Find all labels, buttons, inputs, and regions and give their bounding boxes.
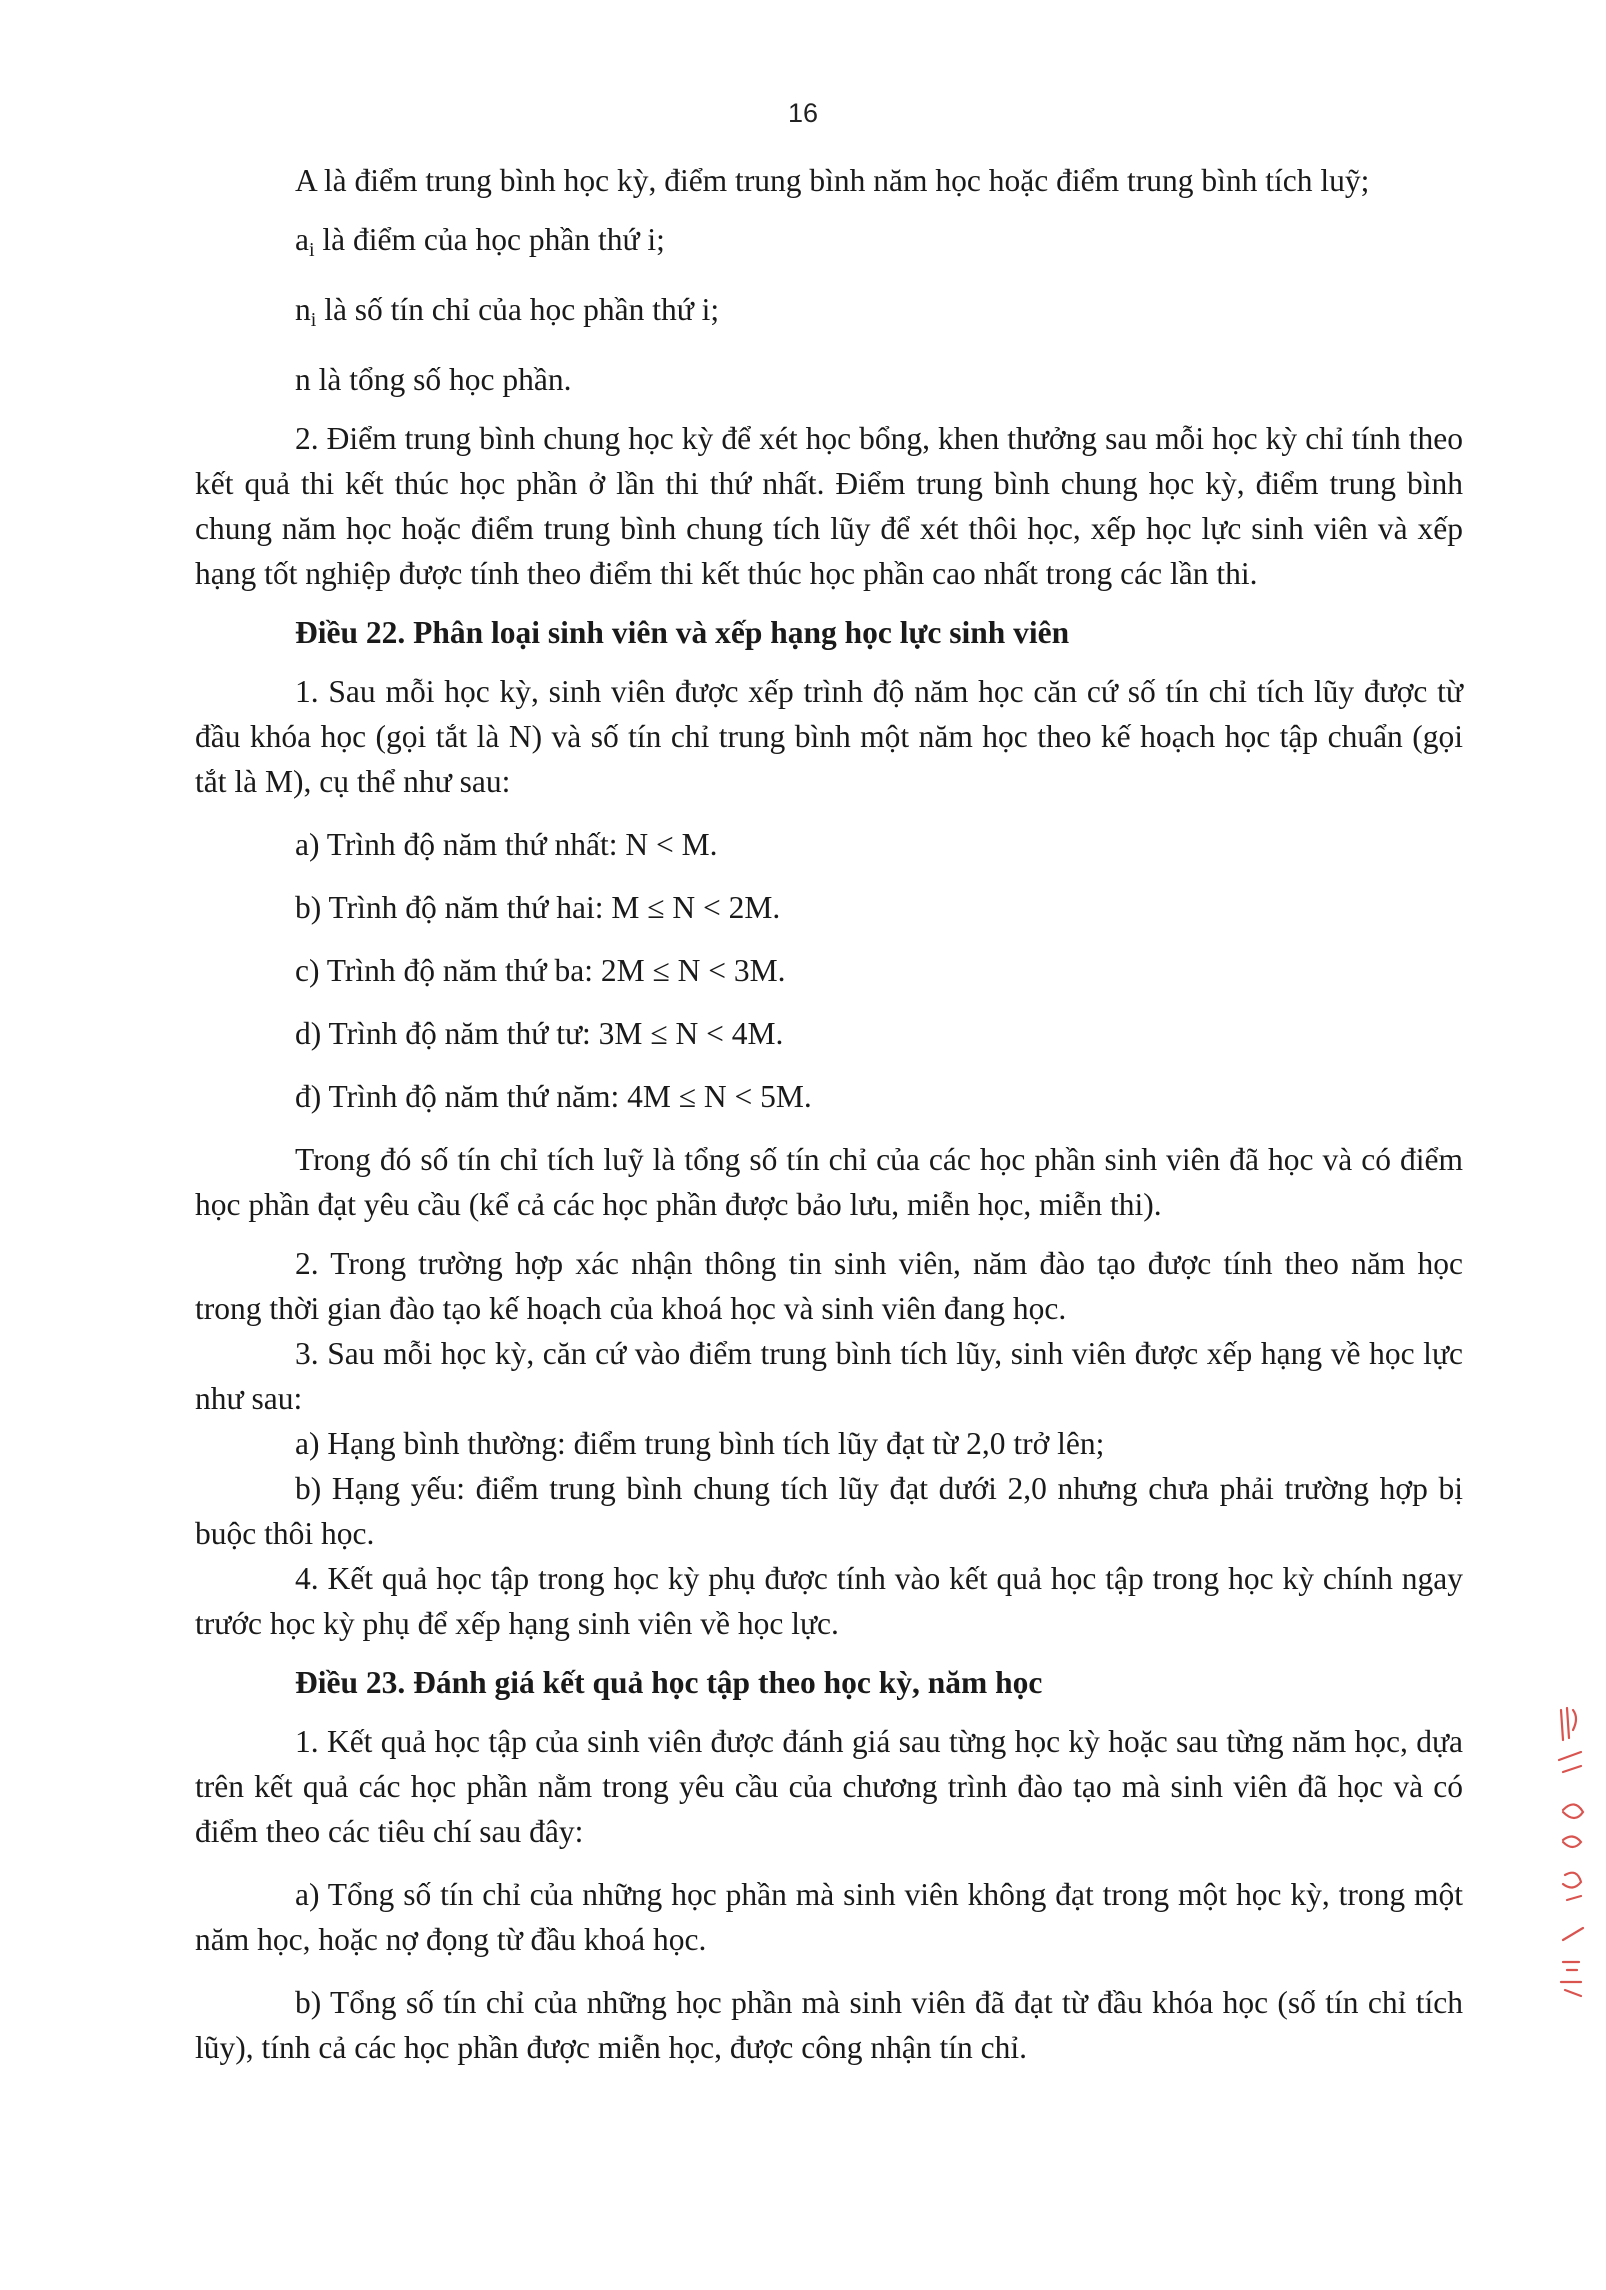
red-margin-scribble-icon <box>1553 1700 1593 2010</box>
article-22-para-3b: b) Hạng yếu: điểm trung bình chung tích lũy đạt dưới 2,0 nhưng chưa phải trường hợp bị buộc thôi học. <box>195 1471 1463 1551</box>
subscript-i: i <box>310 309 317 331</box>
article-23-heading: Điều 23. Đánh giá kết quả học tập theo học kỳ, năm học <box>295 1665 1043 1700</box>
definition-n: n là tổng số học phần. <box>295 362 572 397</box>
article-23-item-b: b) Tổng số tín chỉ của những học phần mà sinh viên đã đạt từ đầu khóa học (số tín chỉ tích lũy), tính cả các học phần được miễn học, được công nhận tín chỉ. <box>195 1985 1463 2065</box>
article-22-para-2: 2. Trong trường hợp xác nhận thông tin sinh viên, năm đào tạo được tính theo năm học trong thời gian đào tạo kế hoạch của khoá học và sinh viên đang học. <box>195 1246 1463 1326</box>
level-item-a: a) Trình độ năm thứ nhất: N < M. <box>295 827 718 862</box>
paragraph-2: 2. Điểm trung bình chung học kỳ để xét học bổng, khen thưởng sau mỗi học kỳ chỉ tính theo kết quả thi kết thúc học phần ở lần thi thứ nhất. Điểm trung bình chung học kỳ, điểm trung bình chung năm học hoặc điểm trung bình chung tích lũy để xét thôi học, xếp học lực sinh viên và xếp hạng tốt nghiệp được tính theo điểm thi kết thúc học phần cao nhất trong các lần thi. <box>195 421 1463 591</box>
article-22-heading: Điều 22. Phân loại sinh viên và xếp hạng học lực sinh viên <box>295 615 1070 650</box>
subscript-i: i <box>308 239 315 261</box>
article-23-item-a: a) Tổng số tín chỉ của những học phần mà sinh viên không đạt trong một học kỳ, trong một năm học, hoặc nợ đọng từ đầu khoá học. <box>195 1877 1463 1957</box>
article-22-para-1: 1. Sau mỗi học kỳ, sinh viên được xếp trình độ năm học căn cứ số tín chỉ tích lũy được từ đầu khóa học (gọi tắt là N) và số tín chỉ trung bình một năm học theo kế hoạch học tập chuẩn (gọi tắt là M), cụ thể như sau: <box>195 674 1463 799</box>
paragraph-definition-a: A là điểm trung bình học kỳ, điểm trung bình năm học hoặc điểm trung bình tích luỹ; <box>295 163 1370 198</box>
level-item-dd: đ) Trình độ năm thứ năm: 4M ≤ N < 5M. <box>295 1079 812 1114</box>
page-number: 16 <box>787 98 819 128</box>
level-item-d: d) Trình độ năm thứ tư: 3M ≤ N < 4M. <box>295 1016 784 1051</box>
article-23-para-1: 1. Kết quả học tập của sinh viên được đánh giá sau từng học kỳ hoặc sau từng năm học, dựa trên kết quả các học phần nằm trong yêu cầu của chương trình đào tạo mà sinh viên đã học và có điểm theo các tiêu chí sau đây: <box>195 1724 1463 1849</box>
var-a: a <box>295 222 309 257</box>
article-22-note: Trong đó số tín chỉ tích luỹ là tổng số tín chỉ của các học phần sinh viên đã học và có điểm học phần đạt yêu cầu (kể cả các học phần được bảo lưu, miễn học, miễn thi). <box>195 1142 1463 1222</box>
definition-ni-text: là số tín chỉ của học phần thứ i; <box>316 292 720 327</box>
definition-ai <box>295 217 1463 273</box>
document-body <box>195 158 1463 2070</box>
margin-stamp-marks <box>1553 1700 1593 2010</box>
definition-ai-text: là điểm của học phần thứ i; <box>314 222 665 257</box>
var-n: n <box>295 292 311 327</box>
article-22-para-4: 4. Kết quả học tập trong học kỳ phụ được tính vào kết quả học tập trong học kỳ chính ngay trước học kỳ phụ để xếp hạng sinh viên về học lực. <box>195 1561 1463 1641</box>
article-22-para-3: 3. Sau mỗi học kỳ, căn cứ vào điểm trung bình tích lũy, sinh viên được xếp hạng về học lực như sau: <box>195 1336 1463 1416</box>
level-item-c: c) Trình độ năm thứ ba: 2M ≤ N < 3M. <box>295 953 786 988</box>
definition-ni <box>295 287 1463 343</box>
level-item-b: b) Trình độ năm thứ hai: M ≤ N < 2M. <box>295 890 781 925</box>
article-22-para-3a: a) Hạng bình thường: điểm trung bình tích lũy đạt từ 2,0 trở lên; <box>295 1426 1105 1461</box>
